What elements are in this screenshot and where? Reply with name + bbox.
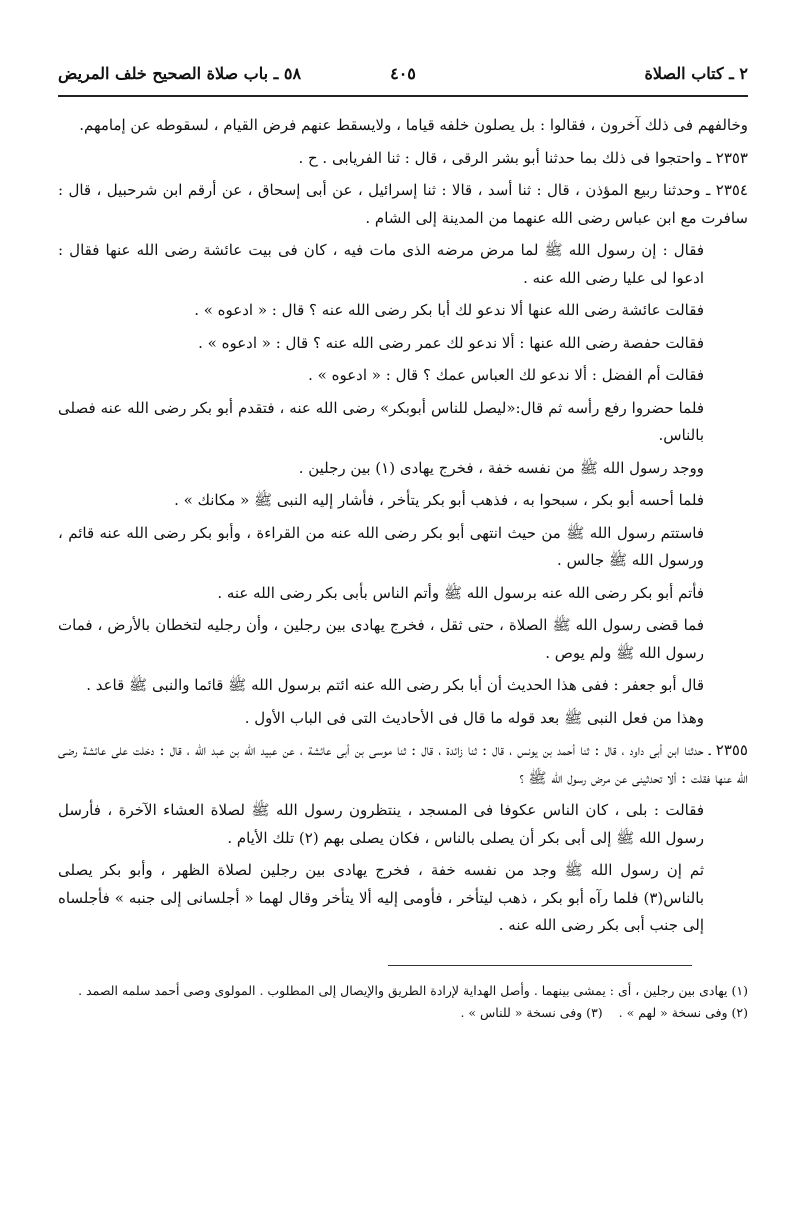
- paragraph: فقال : إن رسول الله ﷺ لما مرض مرضه الذى مات فيه ، كان فى بيت عائشة رضى الله عنها فقال : ادعوا لى عليا رضى الله عنه .: [58, 241, 704, 287]
- paragraph: فقالت عائشة رضى الله عنها ألا ندعو لك أبا بكر رضى الله عنه ؟ قال : « ادعوه » .: [194, 301, 704, 319]
- paragraph: ووجد رسول الله ﷺ من نفسه خفة ، فخرج يهادى (١) بين رجلين .: [298, 458, 704, 477]
- footnote-1: (١) يهادى بين رجلين ، أى : يمشى بينهما . وأصل الهداية لإرادة الطريق والإيصال إلى المطلوب . المولوى وصى أحمد سلمه الصمد .: [78, 983, 748, 998]
- hadith-2354: ٢٣٥٤ ـ وحدثنا ربيع المؤذن ، قال : ثنا أسد ، قالا : ثنا إسرائيل ، عن أبى إسحاق ، عن أرقم ابن شرحبيل ، قال : سافرت مع ابن عباس رضى الله عنهما من المدينة إلى الشام .: [58, 181, 748, 227]
- paragraph: فقالت : بلى ، كان الناس عكوفا فى المسجد ، ينتظرون رسول الله ﷺ لصلاة العشاء الآخرة ، فأرسل رسول الله ﷺ إلى أبى بكر أن يصلى بالناس ، فكان يصلى بهم (٢) تلك الأيام .: [58, 801, 704, 847]
- page-number: ٤٠٥: [390, 64, 416, 83]
- paragraph: وخالفهم فى ذلك آخرون ، فقالوا : بل يصلون خلفه قياما ، ولايسقط عنهم فرض القيام ، لسقوطه عن إمامهم.: [79, 116, 748, 134]
- paragraph: فما قضى رسول الله ﷺ الصلاة ، حتى ثقل ، فخرج يهادى بين رجلين ، وأن رجليه لتخطان بالأرض ، فمات رسول الله ﷺ ولم يوص .: [58, 616, 704, 662]
- paragraph: ثم إن رسول الله ﷺ وجد من نفسه خفة ، فخرج يهادى بين رجلين لصلاة الظهر ، وأبو بكر يصلى بالناس(٣) فلما رآه أبو بكر ، ذهب ليتأخر ، فأومى إليه ألا يتأخر وقال لهما « أجلسانى إلى جنبه » فأجلساه إلى جنب أبى بكر رضى الله عنه .: [58, 861, 704, 934]
- footnote-rule: [388, 965, 692, 966]
- paragraph: فاستتم رسول الله ﷺ من حيث انتهى أبو بكر رضى الله عنه من القراءة ، وأبو بكر رضى الله عنه قائم ، ورسول الله ﷺ جالس .: [58, 523, 704, 569]
- footnote-2: (٢) وفى نسخة « لهم » .: [618, 1005, 748, 1020]
- footnotes: [58, 980, 748, 1024]
- header-rule: [58, 95, 748, 97]
- running-header: [58, 62, 748, 88]
- paragraph: وهذا من فعل النبى ﷺ بعد قوله ما قال فى الأحاديث التى فى الباب الأول .: [244, 708, 704, 727]
- paragraph: فلما أحسه أبو بكر ، سبحوا به ، فذهب أبو بكر يتأخر ، فأشار إليه النبى ﷺ « مكانك » .: [174, 491, 704, 509]
- paragraph: قال أبو جعفر : ففى هذا الحديث أن أبا بكر رضى الله عنه ائتم برسول الله ﷺ قائما والنبى ﷺ قاعد .: [86, 676, 704, 694]
- footnote-3: (٣) وفى نسخة « للناس » .: [460, 1005, 603, 1020]
- book-title: ٢ ـ كتاب الصلاة: [644, 64, 748, 83]
- main-text: [58, 112, 748, 945]
- paragraph: فقالت حفصة رضى الله عنها : ألا ندعو لك عمر رضى الله عنه ؟ قال : « ادعوه » .: [198, 333, 704, 352]
- paragraph: فأتم أبو بكر رضى الله عنه برسول الله ﷺ وأتم الناس بأبى بكر رضى الله عنه .: [217, 583, 704, 602]
- paragraph: فلما حضروا رفع رأسه ثم قال:«ليصل للناس أبوبكر» رضى الله عنه ، فتقدم أبو بكر رضى الله عنه فصلى بالناس.: [58, 398, 704, 444]
- chapter-title: ٥٨ ـ باب صلاة الصحيح خلف المريض: [58, 64, 302, 83]
- hadith-2353: ٢٣٥٣ ـ واحتجوا فى ذلك بما حدثنا أبو بشر الرقى ، قال : ثنا الفريابى . ح .: [298, 148, 748, 167]
- hadith-2355: ٢٣٥٥ ـ حدثنا ابن أبى داود ، قال : ثنا أحمد بن يونس ، قال : ثنا زائدة ، قال : ثنا موسى بن أبى عائشة ، عن عبيد الله بن عبد الله ، قال : دخلت على عائشة رضى الله عنها فقلت : ألا تحدثينى عن مرض رسول الله ﷺ ؟: [58, 741, 748, 787]
- paragraph: فقالت أم الفضل : ألا ندعو لك العباس عمك ؟ قال : « ادعوه » .: [308, 366, 704, 384]
